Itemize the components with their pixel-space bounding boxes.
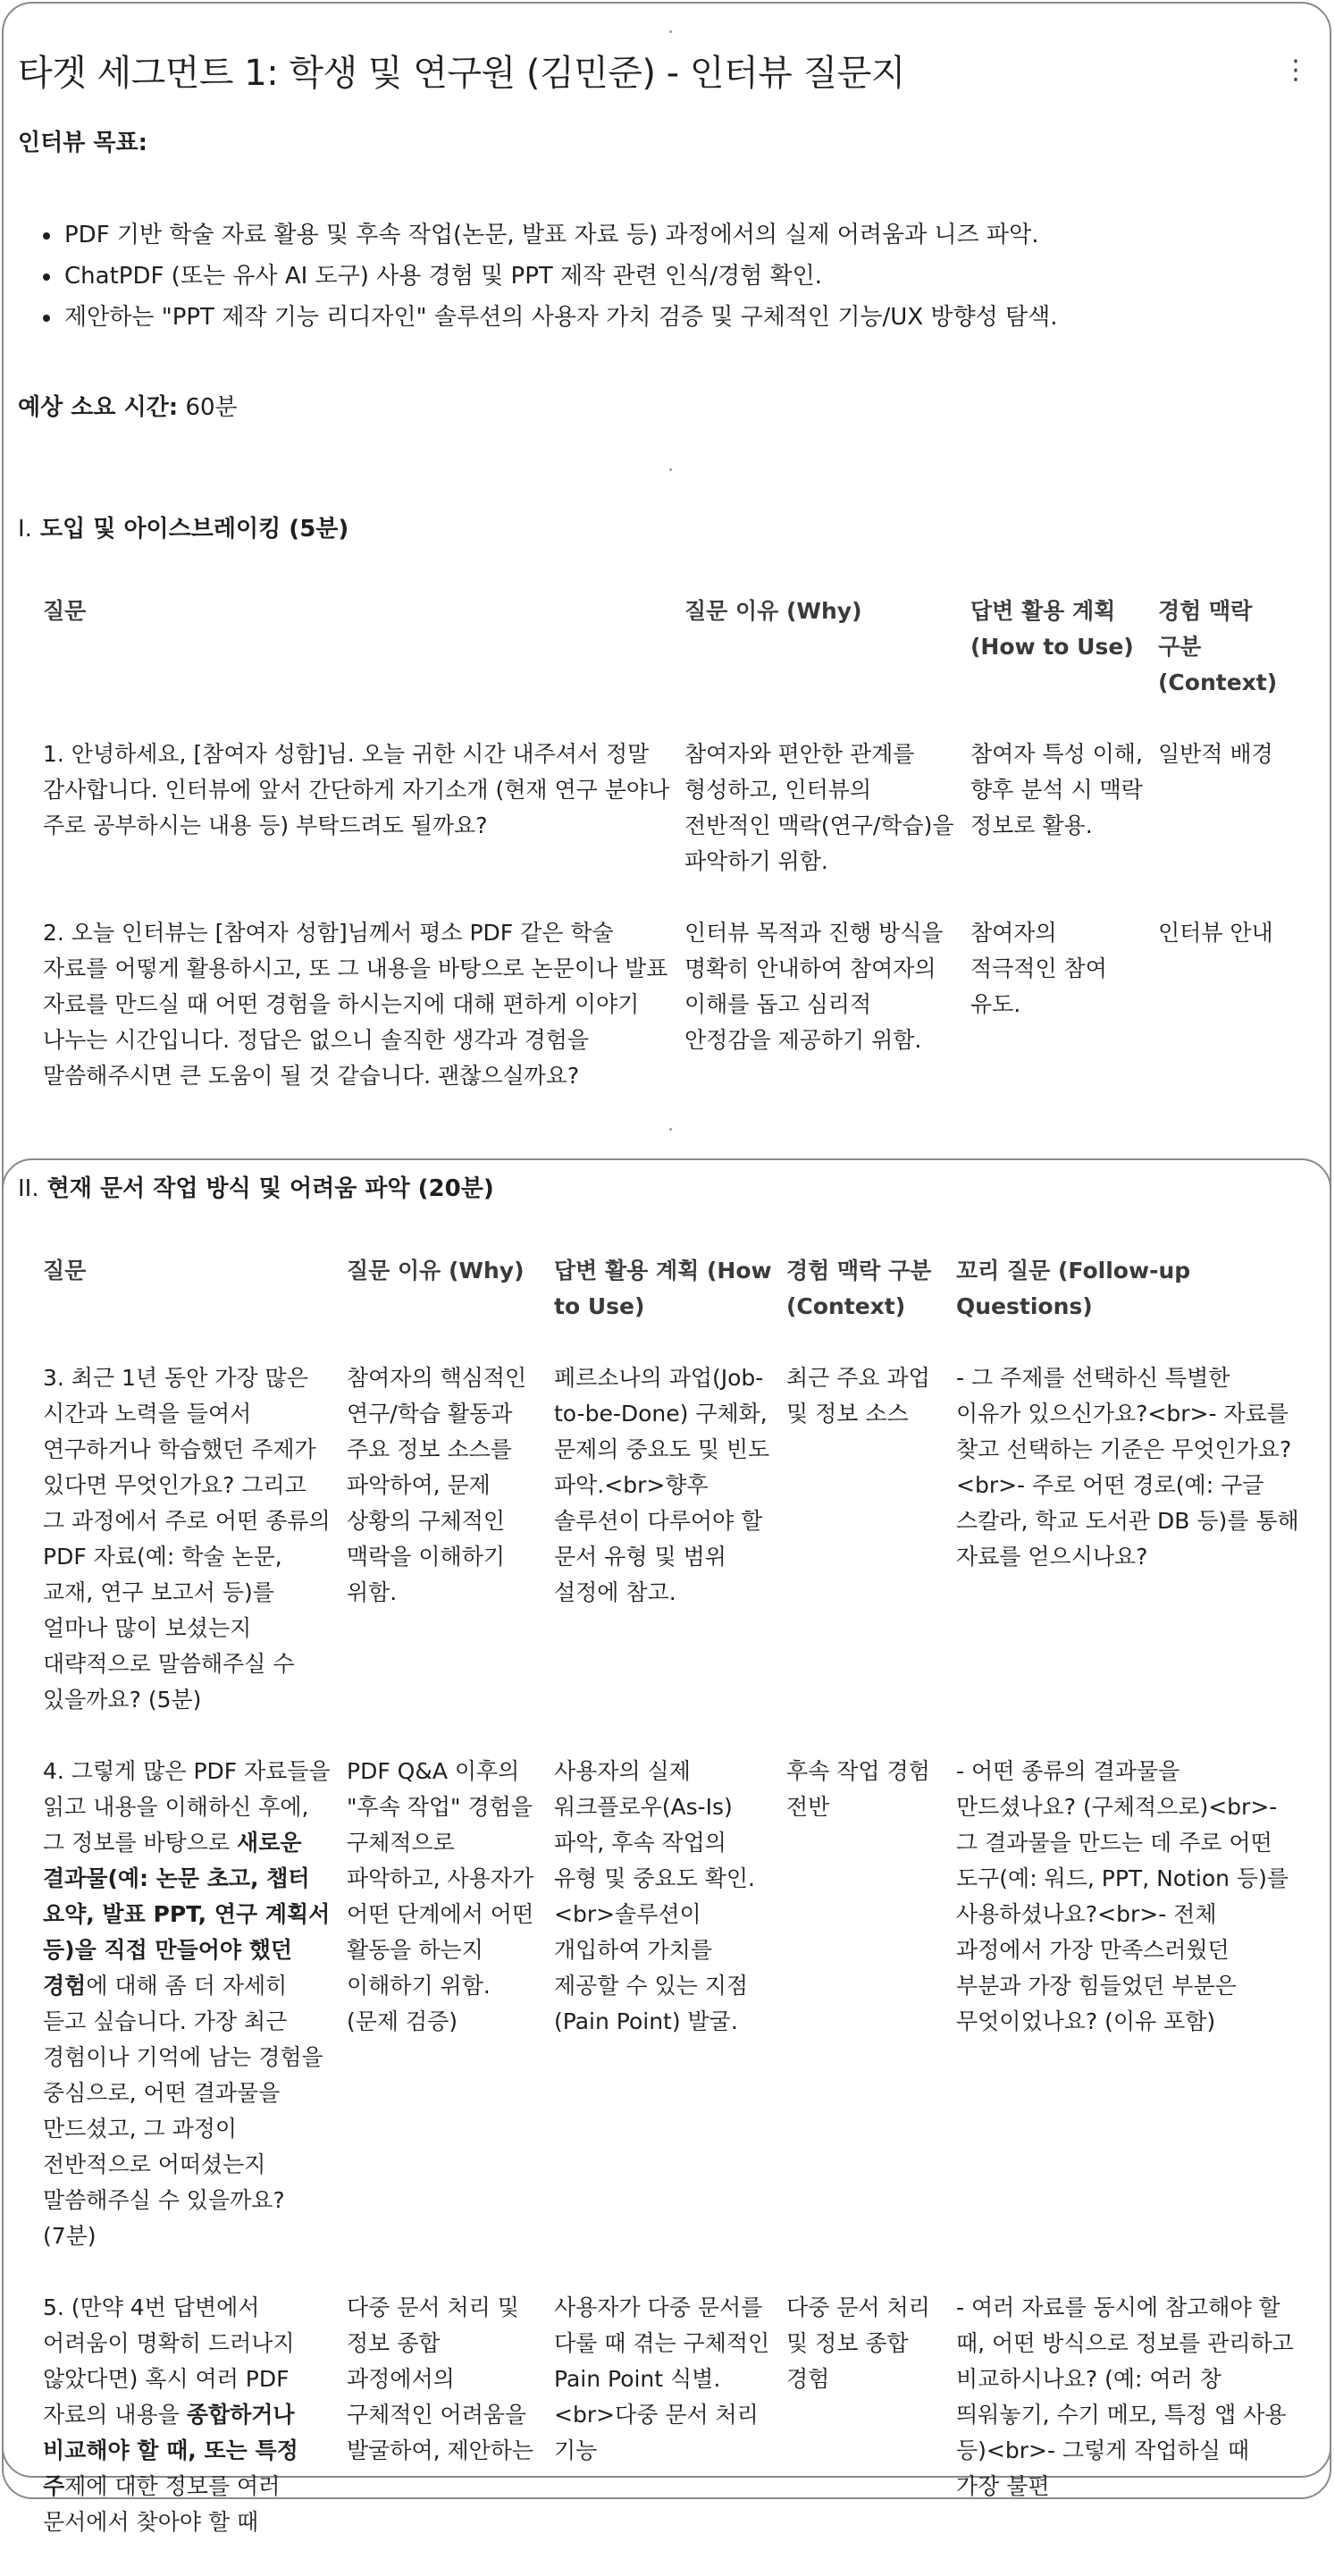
- question-text: 제에 대한 정보를 여러 문서에서 찾아야 할 때: [43, 2473, 281, 2535]
- section-1-title: [18, 511, 348, 547]
- section-2-table: [43, 1253, 1312, 2576]
- question-text: 4. 그렇게 많은 PDF 자료들을 읽고 내용을 이해하신 후에, 그 정보를 바탕으로: [43, 1758, 331, 1856]
- question-cell: 2. 오늘 인터뷰는 [참여자 성함]님께서 평소 PDF 같은 학술 자료를 어떻게 활용하시고, 또 그 내용을 바탕으로 논문이나 발표 자료를 만드실 때 어떤 경험을 하시는지에 대해 편하게 이야기 나누는 시간입니다. 정답은 없으니 솔직한 생각과 경험을 말씀해주시면 큰 도움이 될 것 같습니다. 괜찮으실까요?: [43, 920, 668, 1089]
- document-frame: [2, 2, 1331, 2535]
- how-cell: 사용자가 다중 문서를 다룰 때 겪는 구체적인 Pain Point 식별.<br>다중 문서 처리 기능: [554, 2294, 770, 2463]
- goal-label-text: 인터뷰 목표:: [18, 130, 148, 156]
- table-row: [43, 1754, 1312, 2290]
- column-header-why: 질문 이유 (Why): [684, 598, 862, 624]
- question-text: 에 대해 좀 더 자세히 듣고 싶습니다. 가장 최근 경험이나 기억에 남는 경험을 중심으로, 어떤 결과물을 만드셨고, 그 과정이 전반적으로 어떠셨는지 말씀해주실 수 있을까요? (7분): [43, 1973, 323, 2249]
- why-cell: PDF Q&A 이후의 "후속 작업" 경험을 구체적으로 파악하고, 사용자가 어떤 단계에서 어떤 활동을 하는지 이해하기 위함. (문제 검증): [347, 1758, 534, 2034]
- table-row: [43, 1360, 1312, 1754]
- divider-dot: [669, 468, 672, 471]
- follow-up-cell: - 그 주제를 선택하신 특별한 이유가 있으신가요?<br>- 자료를 찾고 선택하는 기준은 무엇인가요?<br>- 주로 어떤 경로(예: 구글 스칼라, 학교 도서관 DB 등)를 통해 자료를 얻으시나요?: [956, 1365, 1299, 1570]
- table-header-row: [43, 593, 1312, 737]
- why-cell: 다중 문서 처리 및 정보 종합 과정에서의 구체적인 어려움을 발굴하여, 제안하는: [347, 2294, 534, 2463]
- goal-item: • 제안하는 "PPT 제작 기능 리디자인" 솔루션의 사용자 가치 검증 및 구체적인 기능/UX 방향성 탐색.: [63, 297, 1058, 338]
- column-header-how: 답변 활용 계획 (How to Use): [554, 1258, 772, 1319]
- goal-list: [18, 215, 1058, 338]
- why-cell: 인터뷰 목적과 진행 방식을 명확히 안내하여 참여자의 이해를 돕고 심리적 안정감을 제공하기 위함.: [684, 920, 944, 1053]
- duration-value: 60분: [178, 394, 238, 421]
- goal-item: • PDF 기반 학술 자료 활용 및 후속 작업(논문, 발표 자료 등) 과정에서의 실제 어려움과 니즈 파악.: [63, 215, 1058, 256]
- why-cell: 참여자와 편안한 관계를 형성하고, 인터뷰의 전반적인 맥락(연구/학습)을 파악하기 위함.: [684, 741, 954, 874]
- table-row: [43, 915, 1312, 1130]
- how-cell: 참여자의 적극적인 참여 유도.: [970, 920, 1107, 1017]
- divider-dot: [669, 30, 672, 33]
- divider-dot: [669, 1128, 672, 1131]
- more-options-icon[interactable]: ⋮: [1282, 54, 1309, 86]
- context-cell: 일반적 배경: [1158, 741, 1273, 767]
- section-2-title-text: 현재 문서 작업 방식 및 어려움 파악 (20분): [38, 1175, 494, 1202]
- question-cell: [43, 1754, 347, 2290]
- column-header-how: 답변 활용 계획 (How to Use): [970, 598, 1134, 660]
- column-header-why: 질문 이유 (Why): [347, 1258, 525, 1284]
- section-1-title-text: 도입 및 아이스브레이킹 (5분): [31, 516, 349, 543]
- why-cell: 참여자의 핵심적인 연구/학습 활동과 주요 정보 소스를 파악하여, 문제 상황의 구체적인 맥락을 이해하기 위함.: [347, 1365, 527, 1605]
- follow-up-cell: - 어떤 종류의 결과물을 만드셨나요? (구체적으로)<br>- 그 결과물을 만드는 데 주로 어떤 도구(예: 워드, PPT, Notion 등)를 사용하셨나요?<br>- 전체 과정에서 가장 만족스러웠던 부분과 가장 힘들었던 부분은 무엇이었나요? (이유 포함): [956, 1758, 1289, 2034]
- table-header-row: [43, 1253, 1312, 1360]
- table-row: [43, 737, 1312, 915]
- follow-up-cell: - 여러 자료를 동시에 참고해야 할 때, 어떤 방식으로 정보를 관리하고 비교하시나요? (예: 여러 창 띄워놓기, 수기 메모, 특정 앱 사용 등)<br>- 그렇게 작업하실 때 가장 불편: [956, 2294, 1294, 2499]
- question-cell: 1. 안녕하세요, [참여자 성함]님. 오늘 귀한 시간 내주셔서 정말 감사합니다. 인터뷰에 앞서 간단하게 자기소개 (현재 연구 분야나 주로 공부하시는 내용 등) 부탁드려도 될까요?: [43, 741, 670, 838]
- table-row: [43, 2290, 1312, 2576]
- context-cell: 인터뷰 안내: [1158, 920, 1273, 946]
- question-cell: [43, 2290, 347, 2576]
- duration-line: [18, 390, 238, 425]
- question-text: 5. (만약 4번 답변에서 어려움이 명확히 드러나지 않았다면) 혹시 여러 PDF 자료의 내용을: [43, 2294, 295, 2428]
- section-1-roman: I.: [18, 516, 32, 543]
- how-cell: 사용자의 실제 워크플로우(As-Is) 파악, 후속 작업의 유형 및 중요도 확인.<br>솔루션이 개입하여 가치를 제공할 수 있는 지점(Pain Point) 발굴.: [554, 1758, 755, 2034]
- question-emphasis: 새로운 결과물(예: 논문 초고, 챕터 요약, 발표 PPT, 연구 계획서 등)을 직접 만들어야 했던 경험: [43, 1830, 331, 1999]
- context-cell: 후속 작업 경험 전반: [786, 1758, 930, 1820]
- context-cell: 다중 문서 처리 및 정보 종합 경험: [786, 2294, 930, 2392]
- column-header-question: 질문: [43, 598, 87, 624]
- question-emphasis: 종합하거나 비교해야 할 때, 또는 특정 주: [43, 2402, 298, 2499]
- goal-label: [18, 125, 147, 161]
- goal-item: • ChatPDF (또는 유사 AI 도구) 사용 경험 및 PPT 제작 관련 인식/경험 확인.: [63, 256, 1058, 297]
- section-2-title: [18, 1171, 494, 1207]
- column-header-context: 경험 맥락 구분 (Context): [786, 1258, 932, 1319]
- section-1-table: [43, 593, 1312, 1130]
- how-cell: 참여자 특성 이해, 향후 분석 시 맥락 정보로 활용.: [970, 741, 1143, 838]
- column-header-context: 경험 맥락 구분 (Context): [1158, 598, 1278, 695]
- duration-label: 예상 소요 시간:: [18, 394, 179, 421]
- column-header-question: 질문: [43, 1258, 87, 1284]
- section-2-roman: II.: [18, 1175, 39, 1202]
- context-cell: 최근 주요 과업 및 정보 소스: [786, 1365, 930, 1427]
- question-cell: 3. 최근 1년 동안 가장 많은 시간과 노력을 들여서 연구하거나 학습했던 주제가 있다면 무엇인가요? 그리고 그 과정에서 주로 어떤 종류의 PDF 자료(예: 학술 논문, 교재, 연구 보고서 등)를 얼마나 많이 보셨는지 대략적으로 말씀해주실 수 있을까요? (5분): [43, 1365, 331, 1713]
- how-cell: 페르소나의 과업(Job-to-be-Done) 구체화, 문제의 중요도 및 빈도 파악.<br>향후 솔루션이 다루어야 할 문서 유형 및 범위 설정에 참고.: [554, 1365, 770, 1605]
- page-title: 타겟 세그먼트 1: 학생 및 연구원 (김민준) - 인터뷰 질문지: [18, 53, 905, 94]
- column-header-follow-up: 꼬리 질문 (Follow-up Questions): [956, 1258, 1191, 1319]
